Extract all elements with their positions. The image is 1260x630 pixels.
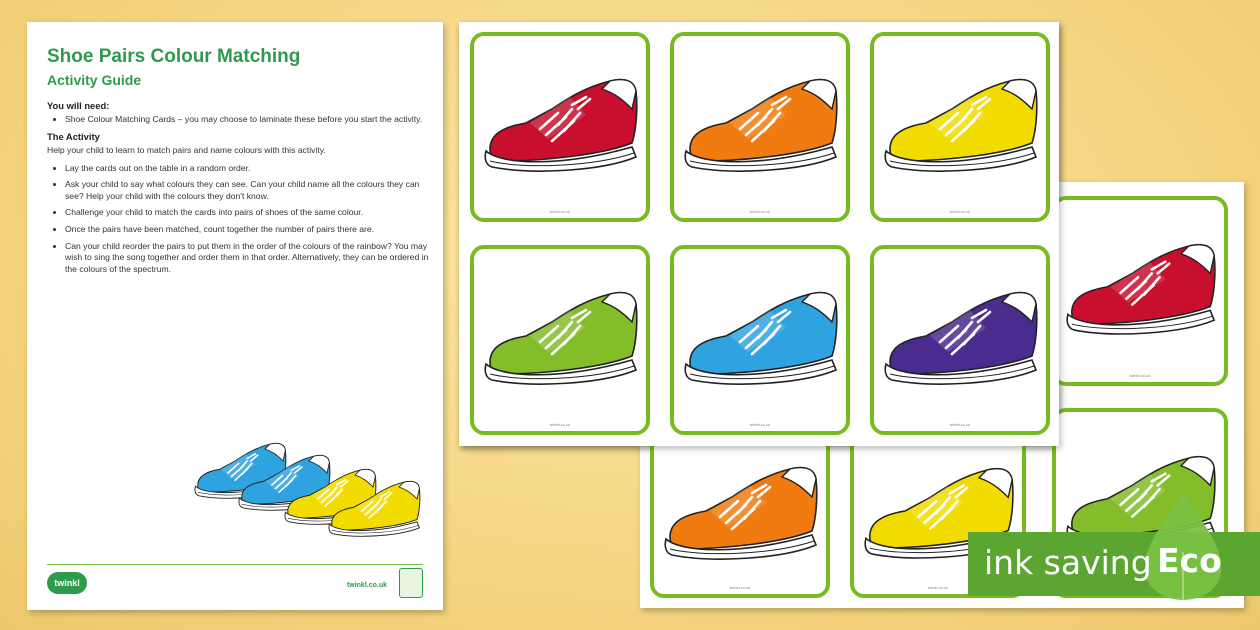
activity-intro: Help your child to learn to match pairs and name colours with this activity. bbox=[47, 144, 326, 155]
guide-shoes-illustration bbox=[187, 427, 427, 557]
sneaker-icon bbox=[482, 54, 642, 194]
guide-body bbox=[47, 100, 431, 281]
card-site: twinkl.co.uk bbox=[927, 585, 949, 590]
activity-guide-sheet bbox=[27, 22, 443, 610]
card-site: twinkl.co.uk bbox=[729, 585, 751, 590]
step-item: • Can your child reorder the pairs to put them in the order of the colours of the rainbow? You may wish to sing the song together and order them in that order. Alternatively, they can be ordered in the colours of the spectrum. bbox=[65, 241, 431, 276]
twinkl-logo: twinkl bbox=[47, 572, 87, 594]
footer-site: twinkl.co.uk bbox=[346, 582, 387, 589]
sneaker-icon bbox=[327, 475, 423, 541]
footer-divider bbox=[47, 564, 423, 565]
card-site: twinkl.co.uk bbox=[1129, 373, 1151, 378]
sneaker-icon bbox=[682, 267, 842, 407]
sneaker-icon bbox=[482, 267, 642, 407]
step-item: • Once the pairs have been matched, count together the number of pairs there are. bbox=[65, 224, 431, 236]
eco-banner bbox=[968, 532, 1260, 600]
sneaker-icon bbox=[662, 454, 822, 570]
card-site: twinkl.co.uk bbox=[749, 209, 771, 214]
shoe-card bbox=[870, 245, 1050, 435]
card-site: twinkl.co.uk bbox=[549, 209, 571, 214]
activity-heading: The Activity bbox=[47, 131, 100, 143]
steps-list bbox=[47, 163, 431, 276]
sneaker-icon bbox=[882, 54, 1042, 194]
badge-icon bbox=[399, 568, 423, 598]
guide-title: Shoe Pairs Colour Matching bbox=[47, 46, 301, 67]
shoe-card bbox=[650, 432, 830, 598]
sneaker-icon bbox=[1064, 218, 1220, 358]
guide-subtitle: Activity Guide bbox=[47, 72, 142, 88]
shoe-card bbox=[670, 32, 850, 222]
needs-item: • Shoe Colour Matching Cards – you may choose to laminate these before you start the activity. bbox=[65, 114, 431, 126]
needs-list bbox=[47, 114, 431, 126]
guide-shoe bbox=[327, 475, 423, 546]
card-site: twinkl.co.uk bbox=[749, 422, 771, 427]
ink-saving-label: ink saving bbox=[984, 543, 1152, 582]
shoe-card bbox=[870, 32, 1050, 222]
step-item: • Ask your child to say what colours they can see. Can your child name all the colours they can see? Help your child with the colours they don't know. bbox=[65, 179, 431, 202]
card-site: twinkl.co.uk bbox=[949, 422, 971, 427]
step-item: • Lay the cards out on the table in a random order. bbox=[65, 163, 431, 175]
card-site: twinkl.co.uk bbox=[949, 209, 971, 214]
sneaker-icon bbox=[682, 54, 842, 194]
needs-heading: You will need: bbox=[47, 100, 110, 111]
step-item: • Challenge your child to match the cards into pairs of shoes of the same colour. bbox=[65, 207, 431, 219]
sneaker-icon bbox=[882, 267, 1042, 407]
shoe-card bbox=[1052, 196, 1228, 386]
eco-label: Eco bbox=[1157, 541, 1222, 580]
shoe-card bbox=[470, 245, 650, 435]
shoe-card bbox=[670, 245, 850, 435]
card-site: twinkl.co.uk bbox=[549, 422, 571, 427]
shoe-card bbox=[470, 32, 650, 222]
